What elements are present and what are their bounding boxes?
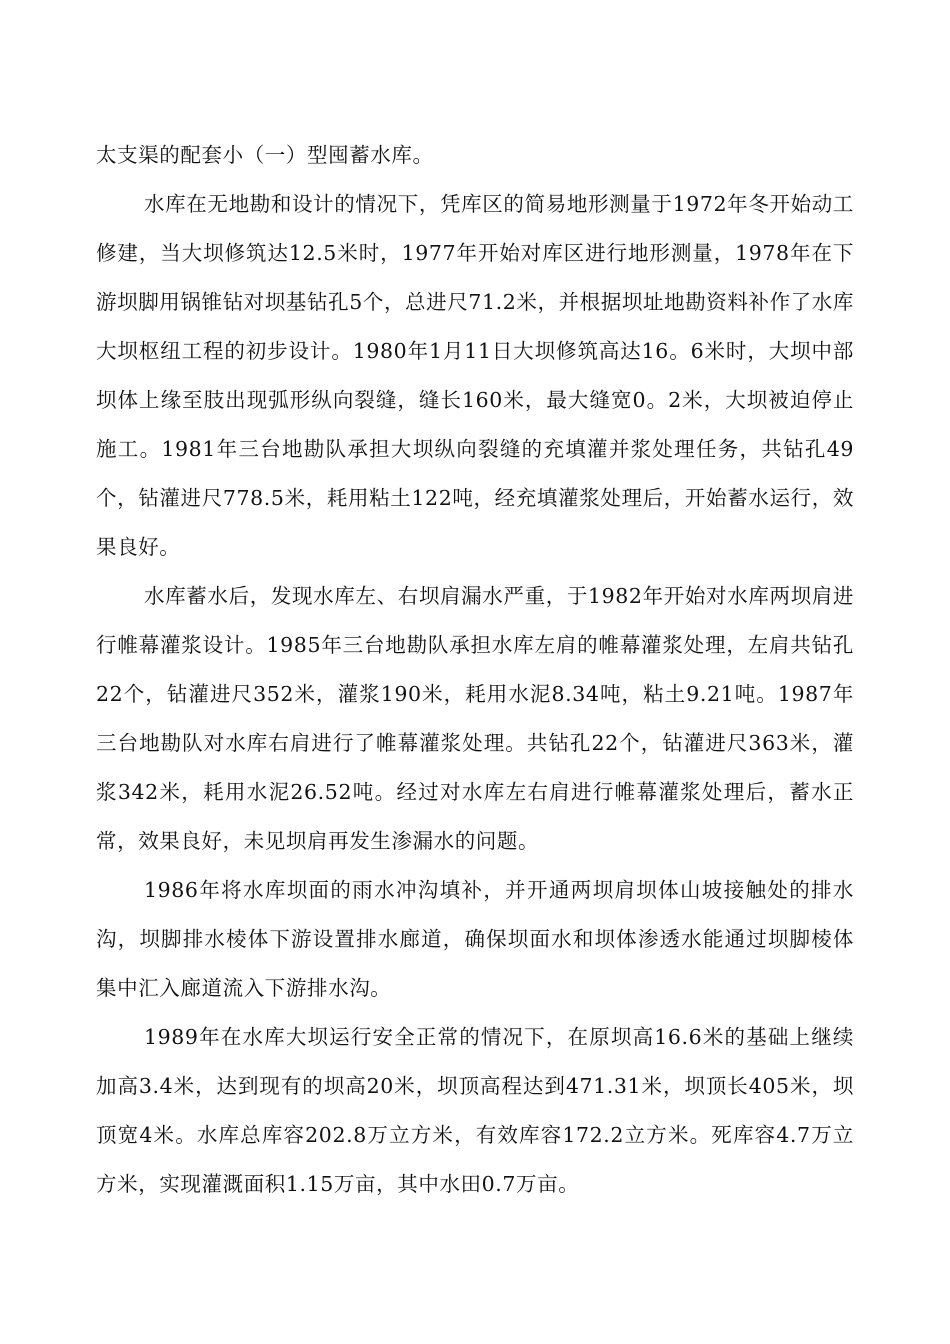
paragraph-curtain-grouting: 水库蓄水后，发现水库左、右坝肩漏水严重，于1982年开始对水库两坝肩进行帷幕灌浆设计。1985年三台地勘队承担水库左肩的帷幕灌浆处理，左肩共钻孔22个，钻灌进尺352米，灌浆190米，耗用水泥8.34吨，粘土9.21吨。1987年三台地勘队对水库右肩进行了帷幕灌浆处理。共钻孔22个，钻灌进尺363米，灌浆342米，耗用水泥26.52吨。经过对水库左右肩进行帷幕灌浆处理后，蓄水正常，效果良好，未见坝肩再发生渗漏水的问题。 (96, 584, 854, 853)
paragraph-continuation: 太支渠的配套小（一）型囤蓄水库。 (96, 143, 434, 167)
paragraph-construction-history: 水库在无地勘和设计的情况下，凭库区的简易地形测量于1972年冬开始动工修建，当大坝修筑达12.5米时，1977年开始对库区进行地形测量，1978年在下游坝脚用锅锥钻对坝基钻孔5个，总进尺71.2米，并根据坝址地勘资料补作了水库大坝枢纽工程的初步设计。1980年1月11日大坝修筑高达16。6米时，大坝中部坝体上缘至肢出现弧形纵向裂缝，缝长160米，最大缝宽0。2米，大坝被迫停止施工。1981年三台地勘队承担大坝纵向裂缝的充填灌并浆处理任务，共钻孔49个，钻灌进尺778.5米，耗用粘土122吨，经充填灌浆处理后，开始蓄水运行，效果良好。 (96, 192, 854, 559)
paragraph-dam-heightening: 1989年在水库大坝运行安全正常的情况下，在原坝高16.6米的基础上继续加高3.4米，达到现有的坝高20米，坝顶高程达到471.31米，坝顶长405米，坝顶宽4米。水库总库容202.8万立方米，有效库容172.2立方米。死库容4.7万立方米，实现灌溉面积1.15万亩，其中水田0.7万亩。 (96, 1025, 854, 1196)
paragraph-drainage: 1986年将水库坝面的雨水冲沟填补，并开通两坝肩坝体山坡接触处的排水沟，坝脚排水棱体下游设置排水廊道，确保坝面水和坝体渗透水能通过坝脚棱体集中汇入廊道流入下游排水沟。 (96, 878, 854, 1000)
document-body (96, 131, 854, 1209)
